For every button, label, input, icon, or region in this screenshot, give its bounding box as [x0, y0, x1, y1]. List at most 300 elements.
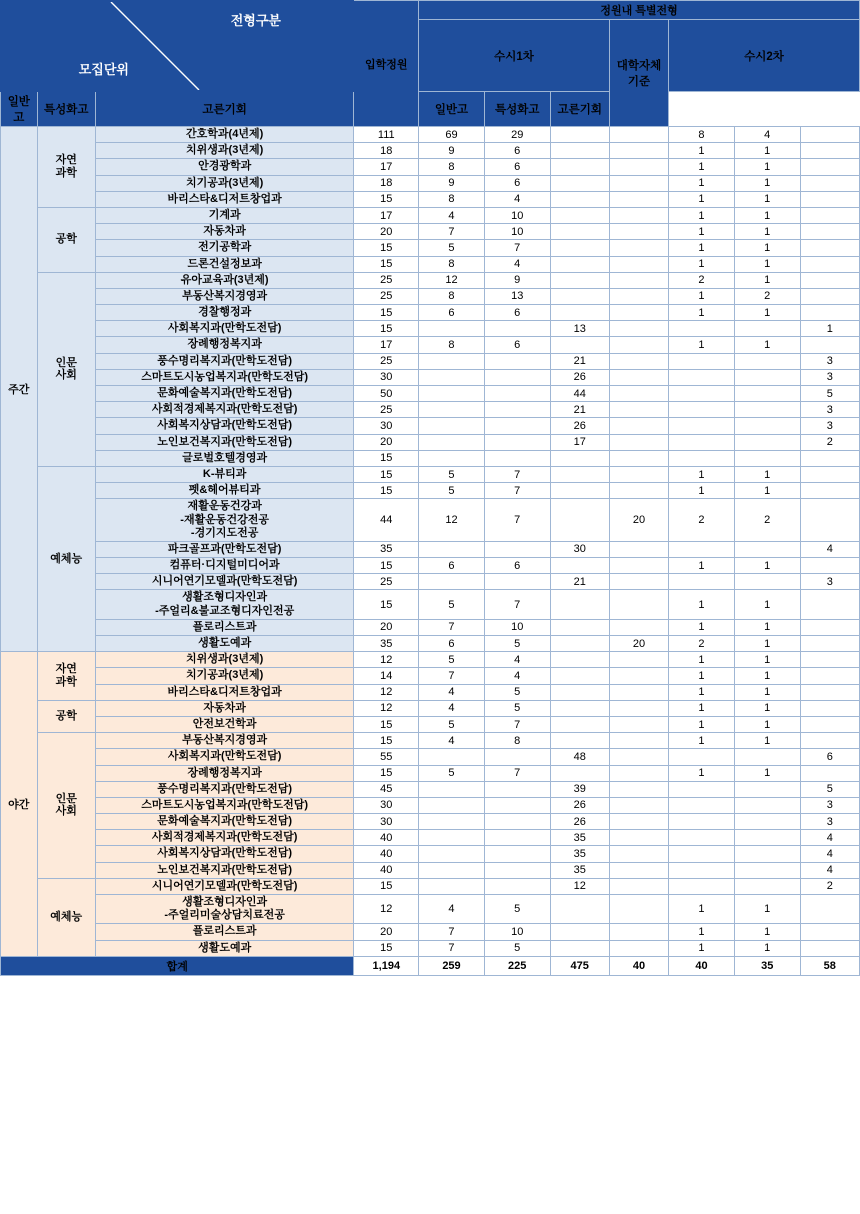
header-capacity: 입학정원	[354, 1, 419, 127]
vocational1-value	[484, 402, 550, 418]
department-name: 유아교육과(3년제)	[95, 272, 354, 288]
vocational2-value: 1	[734, 765, 800, 781]
group-label-day: 주간	[1, 127, 38, 652]
table-row	[1, 127, 860, 143]
equal1-value: 44	[550, 386, 609, 402]
vocational2-value: 4	[734, 127, 800, 143]
capacity-value: 35	[354, 541, 419, 557]
total-own: 40	[609, 956, 668, 975]
general1-value: 7	[419, 224, 485, 240]
department-name: 풍수명리복지과(만학도전담)	[95, 781, 354, 797]
vocational1-value	[484, 321, 550, 337]
vocational2-value: 1	[734, 895, 800, 924]
header-round1: 수시1차	[419, 20, 610, 92]
equal1-value	[550, 499, 609, 542]
department-name: 파크골프과(만학도전담)	[95, 541, 354, 557]
field-label-line2: 사회	[55, 369, 77, 382]
department-name: 생활도예과	[95, 636, 354, 652]
general2-value: 1	[669, 700, 735, 716]
table-row	[1, 321, 860, 337]
general1-value	[419, 402, 485, 418]
equal2-value	[800, 288, 859, 304]
table-row	[1, 450, 860, 466]
equal1-value	[550, 127, 609, 143]
table-row	[1, 386, 860, 402]
department-name: 기계과	[95, 207, 354, 223]
university-own-value	[609, 716, 668, 732]
general2-value: 1	[669, 668, 735, 684]
equal2-value	[800, 483, 859, 499]
university-own-value	[609, 668, 668, 684]
vocational2-value: 1	[734, 700, 800, 716]
equal2-value: 3	[800, 353, 859, 369]
table-header	[1, 1, 860, 127]
table-footer	[1, 956, 860, 975]
equal1-value	[550, 483, 609, 499]
general2-value: 1	[669, 256, 735, 272]
total-vocational1: 225	[484, 956, 550, 975]
university-own-value	[609, 369, 668, 385]
vocational2-value	[734, 846, 800, 862]
vocational1-value: 5	[484, 700, 550, 716]
university-own-value	[609, 466, 668, 482]
equal2-value: 4	[800, 830, 859, 846]
header-label-unit: 모집단위	[78, 62, 129, 77]
table-row	[1, 418, 860, 434]
vocational2-value: 1	[734, 337, 800, 353]
equal2-value	[800, 895, 859, 924]
vocational1-value: 5	[484, 940, 550, 956]
table-row	[1, 175, 860, 191]
department-name-line: -주얼리미술상담치료전공	[164, 909, 285, 922]
equal2-value	[800, 684, 859, 700]
general2-value	[669, 386, 735, 402]
vocational1-value: 5	[484, 636, 550, 652]
table-row	[1, 240, 860, 256]
equal2-value: 2	[800, 878, 859, 894]
equal2-value: 1	[800, 321, 859, 337]
general2-value: 1	[669, 143, 735, 159]
general1-value: 5	[419, 716, 485, 732]
department-name: 사회적경제복지과(만학도전담)	[95, 402, 354, 418]
vocational1-value	[484, 797, 550, 813]
capacity-value: 45	[354, 781, 419, 797]
capacity-value: 30	[354, 369, 419, 385]
general2-value	[669, 541, 735, 557]
university-own-value	[609, 558, 668, 574]
group-label-night: 야간	[1, 652, 38, 957]
equal2-value	[800, 450, 859, 466]
general1-value: 6	[419, 305, 485, 321]
vocational2-value	[734, 321, 800, 337]
vocational1-value: 6	[484, 175, 550, 191]
department-name: 경찰행정과	[95, 305, 354, 321]
vocational2-value: 1	[734, 684, 800, 700]
capacity-value: 25	[354, 574, 419, 590]
field-label-line1: 자연	[55, 154, 77, 167]
equal2-value	[800, 256, 859, 272]
department-name: 사회적경제복지과(만학도전담)	[95, 830, 354, 846]
vocational1-value	[484, 830, 550, 846]
department-name: 바리스타&디저트창업과	[95, 684, 354, 700]
department-name: 시니어연기모델과(만학도전담)	[95, 574, 354, 590]
field-label	[37, 652, 95, 701]
equal2-value	[800, 924, 859, 940]
vocational2-value	[734, 574, 800, 590]
department-name: 장례행정복지과	[95, 337, 354, 353]
table-row	[1, 256, 860, 272]
department-name: 사회복지상담과(만학도전담)	[95, 418, 354, 434]
table-row	[1, 466, 860, 482]
header-general1: 일반고	[1, 92, 38, 127]
vocational1-value: 10	[484, 619, 550, 635]
equal2-value	[800, 272, 859, 288]
general2-value: 1	[669, 337, 735, 353]
capacity-value: 20	[354, 224, 419, 240]
department-name: 노인보건복지과(만학도전담)	[95, 862, 354, 878]
vocational2-value: 1	[734, 940, 800, 956]
vocational1-value: 5	[484, 895, 550, 924]
general2-value	[669, 862, 735, 878]
general1-value: 9	[419, 175, 485, 191]
capacity-value: 17	[354, 207, 419, 223]
equal2-value	[800, 619, 859, 635]
vocational1-value	[484, 541, 550, 557]
equal2-value: 3	[800, 814, 859, 830]
general2-value	[669, 369, 735, 385]
equal1-value: 21	[550, 574, 609, 590]
general2-value	[669, 749, 735, 765]
department-name-line: -경기지도전공	[190, 526, 259, 539]
capacity-value: 17	[354, 159, 419, 175]
vocational1-value: 7	[484, 466, 550, 482]
general2-value	[669, 353, 735, 369]
vocational1-value	[484, 574, 550, 590]
vocational2-value: 1	[734, 590, 800, 619]
general1-value	[419, 386, 485, 402]
header-corner-cell	[1, 1, 354, 92]
vocational2-value: 1	[734, 191, 800, 207]
table-row	[1, 558, 860, 574]
capacity-value: 12	[354, 895, 419, 924]
capacity-value: 44	[354, 499, 419, 542]
vocational2-value: 1	[734, 175, 800, 191]
vocational1-value: 6	[484, 558, 550, 574]
university-own-value	[609, 175, 668, 191]
university-own-value	[609, 846, 668, 862]
general1-value: 8	[419, 256, 485, 272]
general1-value	[419, 797, 485, 813]
equal1-value	[550, 159, 609, 175]
general1-value: 12	[419, 272, 485, 288]
vocational1-value	[484, 386, 550, 402]
equal2-value: 4	[800, 846, 859, 862]
field-label-line1: 인문	[55, 356, 77, 369]
general1-value: 4	[419, 207, 485, 223]
vocational2-value: 1	[734, 224, 800, 240]
department-name	[95, 895, 354, 924]
vocational1-value: 8	[484, 733, 550, 749]
table-row	[1, 337, 860, 353]
equal1-value: 26	[550, 418, 609, 434]
university-own-value	[609, 940, 668, 956]
general2-value	[669, 450, 735, 466]
department-name: 사회복지상담과(만학도전담)	[95, 846, 354, 862]
department-name: K-뷰티과	[95, 466, 354, 482]
department-name: 치기공과(3년제)	[95, 175, 354, 191]
general2-value	[669, 830, 735, 846]
field-label	[37, 127, 95, 208]
university-own-value	[609, 590, 668, 619]
general1-value: 8	[419, 191, 485, 207]
equal1-value	[550, 636, 609, 652]
vocational1-value	[484, 878, 550, 894]
general1-value: 5	[419, 483, 485, 499]
capacity-value: 50	[354, 386, 419, 402]
general2-value: 2	[669, 272, 735, 288]
field-label	[37, 272, 95, 466]
total-general2: 40	[669, 956, 735, 975]
department-name: 바리스타&디저트창업과	[95, 191, 354, 207]
department-name-line: 재활운동건강과	[187, 500, 262, 513]
header-label-type: 전형구분	[230, 13, 281, 28]
table-row	[1, 636, 860, 652]
capacity-value: 15	[354, 733, 419, 749]
vocational2-value	[734, 878, 800, 894]
table-body	[1, 127, 860, 957]
university-own-value	[609, 450, 668, 466]
vocational2-value: 1	[734, 733, 800, 749]
equal2-value	[800, 305, 859, 321]
capacity-value: 15	[354, 450, 419, 466]
equal2-value	[800, 652, 859, 668]
university-own-value	[609, 797, 668, 813]
equal1-value	[550, 272, 609, 288]
vocational2-value: 1	[734, 240, 800, 256]
equal1-value	[550, 652, 609, 668]
university-own-value	[609, 386, 668, 402]
header-university-own-line1: 대학자체	[616, 60, 662, 72]
table-row	[1, 369, 860, 385]
capacity-value: 15	[354, 191, 419, 207]
general2-value: 1	[669, 895, 735, 924]
table-row	[1, 574, 860, 590]
department-name: 장례행정복지과	[95, 765, 354, 781]
department-name: 플로리스트과	[95, 924, 354, 940]
university-own-value	[609, 830, 668, 846]
general1-value	[419, 574, 485, 590]
equal1-value	[550, 619, 609, 635]
general2-value	[669, 814, 735, 830]
department-name: 간호학과(4년제)	[95, 127, 354, 143]
equal1-value: 35	[550, 846, 609, 862]
equal2-value	[800, 224, 859, 240]
general1-value	[419, 418, 485, 434]
general2-value	[669, 797, 735, 813]
capacity-value: 15	[354, 940, 419, 956]
general1-value	[419, 846, 485, 862]
university-own-value	[609, 418, 668, 434]
general1-value: 7	[419, 940, 485, 956]
vocational1-value	[484, 353, 550, 369]
vocational2-value: 2	[734, 499, 800, 542]
general2-value: 1	[669, 765, 735, 781]
equal1-value	[550, 224, 609, 240]
table-row	[1, 207, 860, 223]
university-own-value	[609, 321, 668, 337]
capacity-value: 20	[354, 924, 419, 940]
vocational2-value	[734, 749, 800, 765]
equal1-value	[550, 590, 609, 619]
header-university-own	[609, 20, 668, 127]
vocational1-value: 4	[484, 652, 550, 668]
table-row	[1, 749, 860, 765]
equal1-value	[550, 175, 609, 191]
general2-value: 1	[669, 619, 735, 635]
table-row	[1, 781, 860, 797]
field-label: 예체능	[37, 466, 95, 651]
equal2-value: 4	[800, 541, 859, 557]
total-vocational2: 35	[734, 956, 800, 975]
vocational1-value: 10	[484, 924, 550, 940]
equal2-value: 3	[800, 797, 859, 813]
vocational2-value	[734, 369, 800, 385]
vocational1-value: 5	[484, 684, 550, 700]
university-own-value	[609, 191, 668, 207]
header-special-group: 정원내 특별전형	[419, 1, 860, 20]
table-row	[1, 305, 860, 321]
vocational2-value: 1	[734, 636, 800, 652]
vocational1-value: 13	[484, 288, 550, 304]
equal2-value	[800, 636, 859, 652]
vocational2-value: 1	[734, 305, 800, 321]
table-row	[1, 830, 860, 846]
university-own-value	[609, 652, 668, 668]
equal1-value	[550, 733, 609, 749]
vocational1-value: 7	[484, 716, 550, 732]
total-equal2: 58	[800, 956, 859, 975]
department-name-line: 생활조형디자인과	[182, 896, 268, 908]
equal1-value: 35	[550, 830, 609, 846]
equal1-value: 39	[550, 781, 609, 797]
general2-value: 1	[669, 940, 735, 956]
equal1-value: 30	[550, 541, 609, 557]
vocational2-value	[734, 862, 800, 878]
vocational2-value: 1	[734, 652, 800, 668]
table-row	[1, 716, 860, 732]
table-row	[1, 700, 860, 716]
general1-value: 7	[419, 668, 485, 684]
general1-value	[419, 541, 485, 557]
university-own-value	[609, 781, 668, 797]
vocational2-value	[734, 418, 800, 434]
university-own-value	[609, 878, 668, 894]
department-name: 자동차과	[95, 224, 354, 240]
general2-value: 1	[669, 288, 735, 304]
header-equal-opportunity1: 고른기회	[95, 92, 354, 127]
table-row	[1, 652, 860, 668]
general2-value: 1	[669, 191, 735, 207]
field-label: 공학	[37, 207, 95, 272]
university-own-value	[609, 434, 668, 450]
capacity-value: 15	[354, 483, 419, 499]
table-row	[1, 814, 860, 830]
general1-value: 4	[419, 895, 485, 924]
equal1-value	[550, 466, 609, 482]
header-round2: 수시2차	[669, 20, 860, 92]
equal2-value	[800, 716, 859, 732]
table-row	[1, 895, 860, 924]
vocational1-value: 10	[484, 207, 550, 223]
vocational1-value: 9	[484, 272, 550, 288]
vocational1-value	[484, 814, 550, 830]
department-name: 부동산복지경영과	[95, 288, 354, 304]
equal2-value	[800, 590, 859, 619]
general1-value: 5	[419, 652, 485, 668]
general1-value	[419, 434, 485, 450]
field-label-line1: 인문	[55, 792, 77, 805]
vocational1-value	[484, 862, 550, 878]
capacity-value: 55	[354, 749, 419, 765]
total-equal1: 475	[550, 956, 609, 975]
general1-value: 5	[419, 590, 485, 619]
department-name: 전기공학과	[95, 240, 354, 256]
equal1-value	[550, 256, 609, 272]
department-name-line: -주얼리&불교조형디자인전공	[155, 604, 295, 617]
general1-value: 5	[419, 466, 485, 482]
university-own-value	[609, 895, 668, 924]
vocational1-value: 6	[484, 337, 550, 353]
table-row	[1, 272, 860, 288]
general1-value	[419, 814, 485, 830]
university-own-value	[609, 700, 668, 716]
capacity-value: 14	[354, 668, 419, 684]
department-name: 플로리스트과	[95, 619, 354, 635]
general1-value: 5	[419, 240, 485, 256]
university-own-value	[609, 305, 668, 321]
equal2-value: 5	[800, 386, 859, 402]
vocational1-value: 6	[484, 305, 550, 321]
university-own-value	[609, 483, 668, 499]
vocational1-value: 7	[484, 499, 550, 542]
equal1-value	[550, 924, 609, 940]
vocational2-value: 1	[734, 619, 800, 635]
university-own-value	[609, 684, 668, 700]
equal2-value	[800, 127, 859, 143]
capacity-value: 20	[354, 434, 419, 450]
general2-value: 2	[669, 499, 735, 542]
vocational2-value: 1	[734, 924, 800, 940]
equal2-value	[800, 159, 859, 175]
table-row	[1, 878, 860, 894]
vocational2-value: 1	[734, 483, 800, 499]
equal1-value	[550, 940, 609, 956]
general2-value: 1	[669, 558, 735, 574]
equal2-value: 4	[800, 862, 859, 878]
equal1-value: 26	[550, 814, 609, 830]
equal1-value: 26	[550, 369, 609, 385]
total-general1: 259	[419, 956, 485, 975]
header-university-own-line2: 기준	[627, 76, 651, 88]
table-row	[1, 159, 860, 175]
equal1-value: 26	[550, 797, 609, 813]
table-row	[1, 668, 860, 684]
table-row	[1, 924, 860, 940]
department-name: 글로벌호텔경영과	[95, 450, 354, 466]
field-label-line2: 과학	[55, 675, 77, 688]
capacity-value: 40	[354, 846, 419, 862]
equal1-value: 12	[550, 878, 609, 894]
